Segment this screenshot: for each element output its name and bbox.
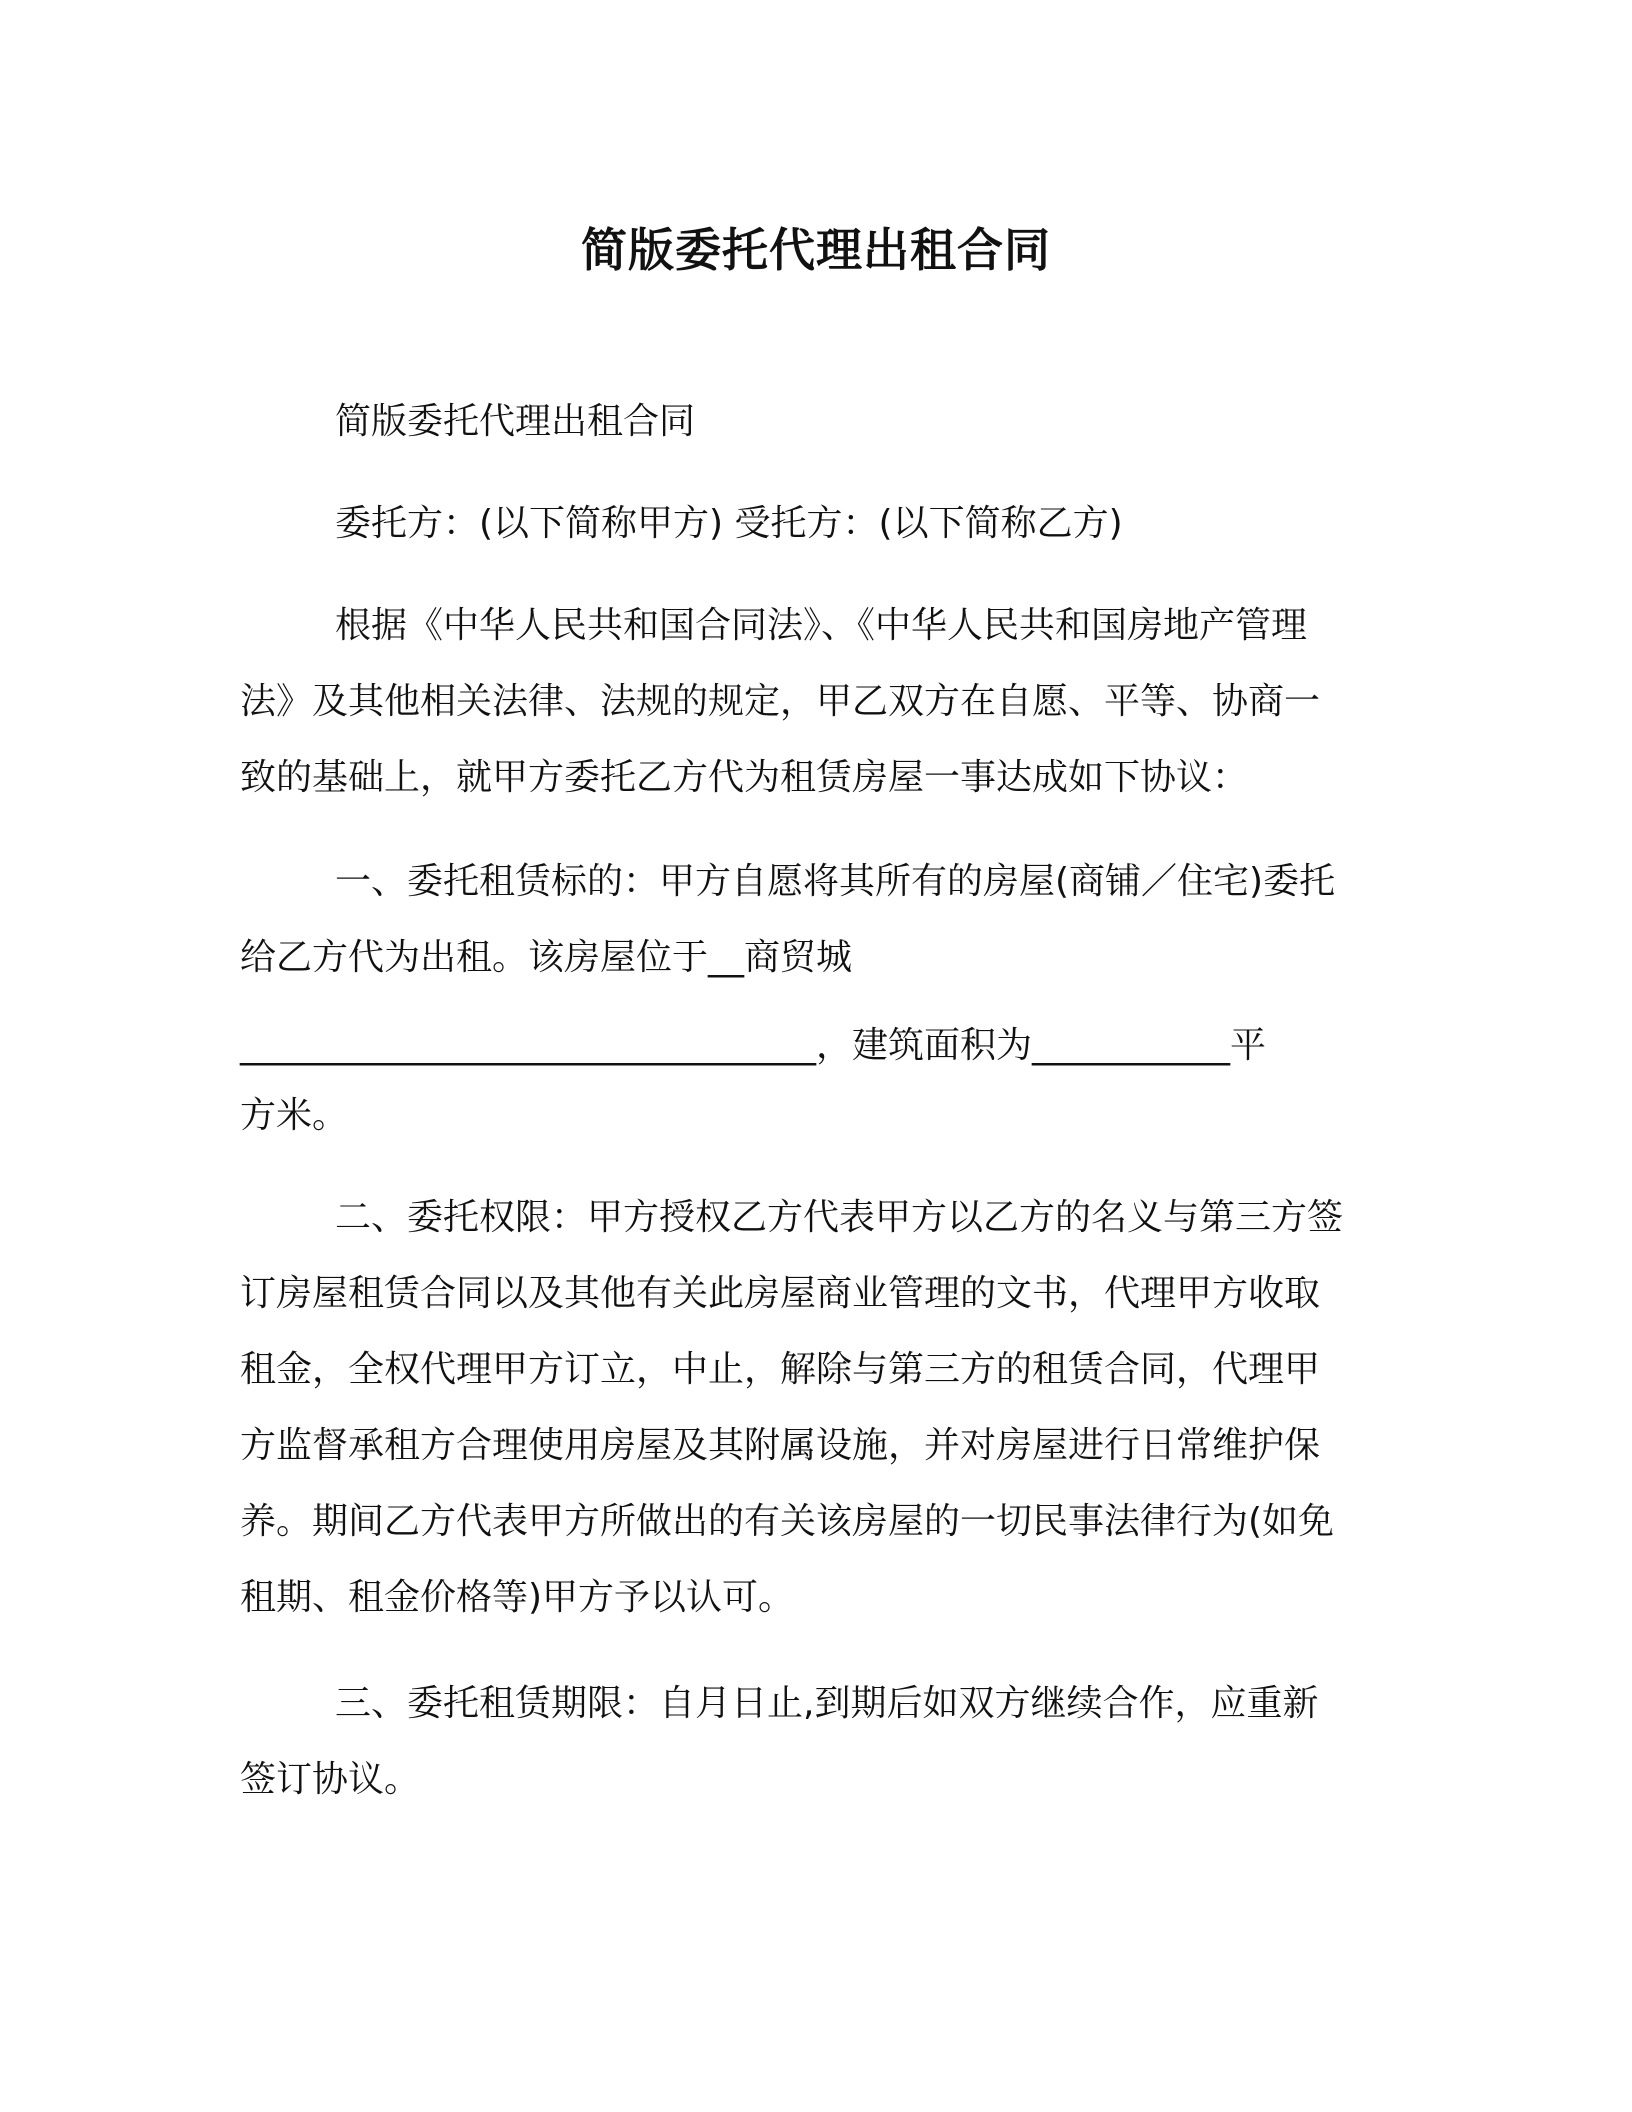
parties-line: 委托方：(以下简称甲方) 受托方：(以下简称乙方) <box>335 503 1123 544</box>
clause-2-line-3: 租金，全权代理甲方订立，中止，解除与第三方的租赁合同，代理甲 <box>240 1349 1321 1390</box>
clause-2-line-4: 方监督承租方合理使用房屋及其附属设施，并对房屋进行日常维护保 <box>240 1425 1321 1466</box>
preamble-line-3: 致的基础上，就甲方委托乙方代为租赁房屋一事达成如下协议： <box>240 757 1249 798</box>
clause-2-line-6: 租期、租金价格等)甲方予以认可。 <box>240 1577 795 1618</box>
clause-1-line-4: 方米。 <box>240 1095 349 1136</box>
clause-2-line-5: 养。期间乙方代表甲方所做出的有关该房屋的一切民事法律行为(如免 <box>240 1501 1335 1542</box>
clause-1-line-3: ________________________________，建筑面积为___________平 <box>240 1025 1267 1066</box>
clause-1-line-2: 给乙方代为出租。该房屋位于__商贸城 <box>240 937 853 978</box>
preamble-line-2: 法》及其他相关法律、法规的规定，甲乙双方在自愿、平等、协商一 <box>240 681 1321 722</box>
clause-2-line-1: 二、委托权限：甲方授权乙方代表甲方以乙方的名义与第三方签 <box>335 1197 1344 1238</box>
clause-1-line-1: 一、委托租赁标的：甲方自愿将其所有的房屋(商铺／住宅)委托 <box>335 861 1336 902</box>
clause-2-line-2: 订房屋租赁合同以及其他有关此房屋商业管理的文书，代理甲方收取 <box>240 1273 1321 1314</box>
document-title: 简版委托代理出租合同 <box>581 223 1051 277</box>
clause-3-line-2: 签订协议。 <box>240 1759 421 1800</box>
subtitle-line: 简版委托代理出租合同 <box>335 401 696 442</box>
clause-3-line-1: 三、委托租赁期限：自月日止,到期后如双方继续合作，应重新 <box>335 1683 1319 1724</box>
preamble-line-1: 根据《中华人民共和国合同法》、《中华人民共和国房地产管理 <box>335 605 1308 646</box>
